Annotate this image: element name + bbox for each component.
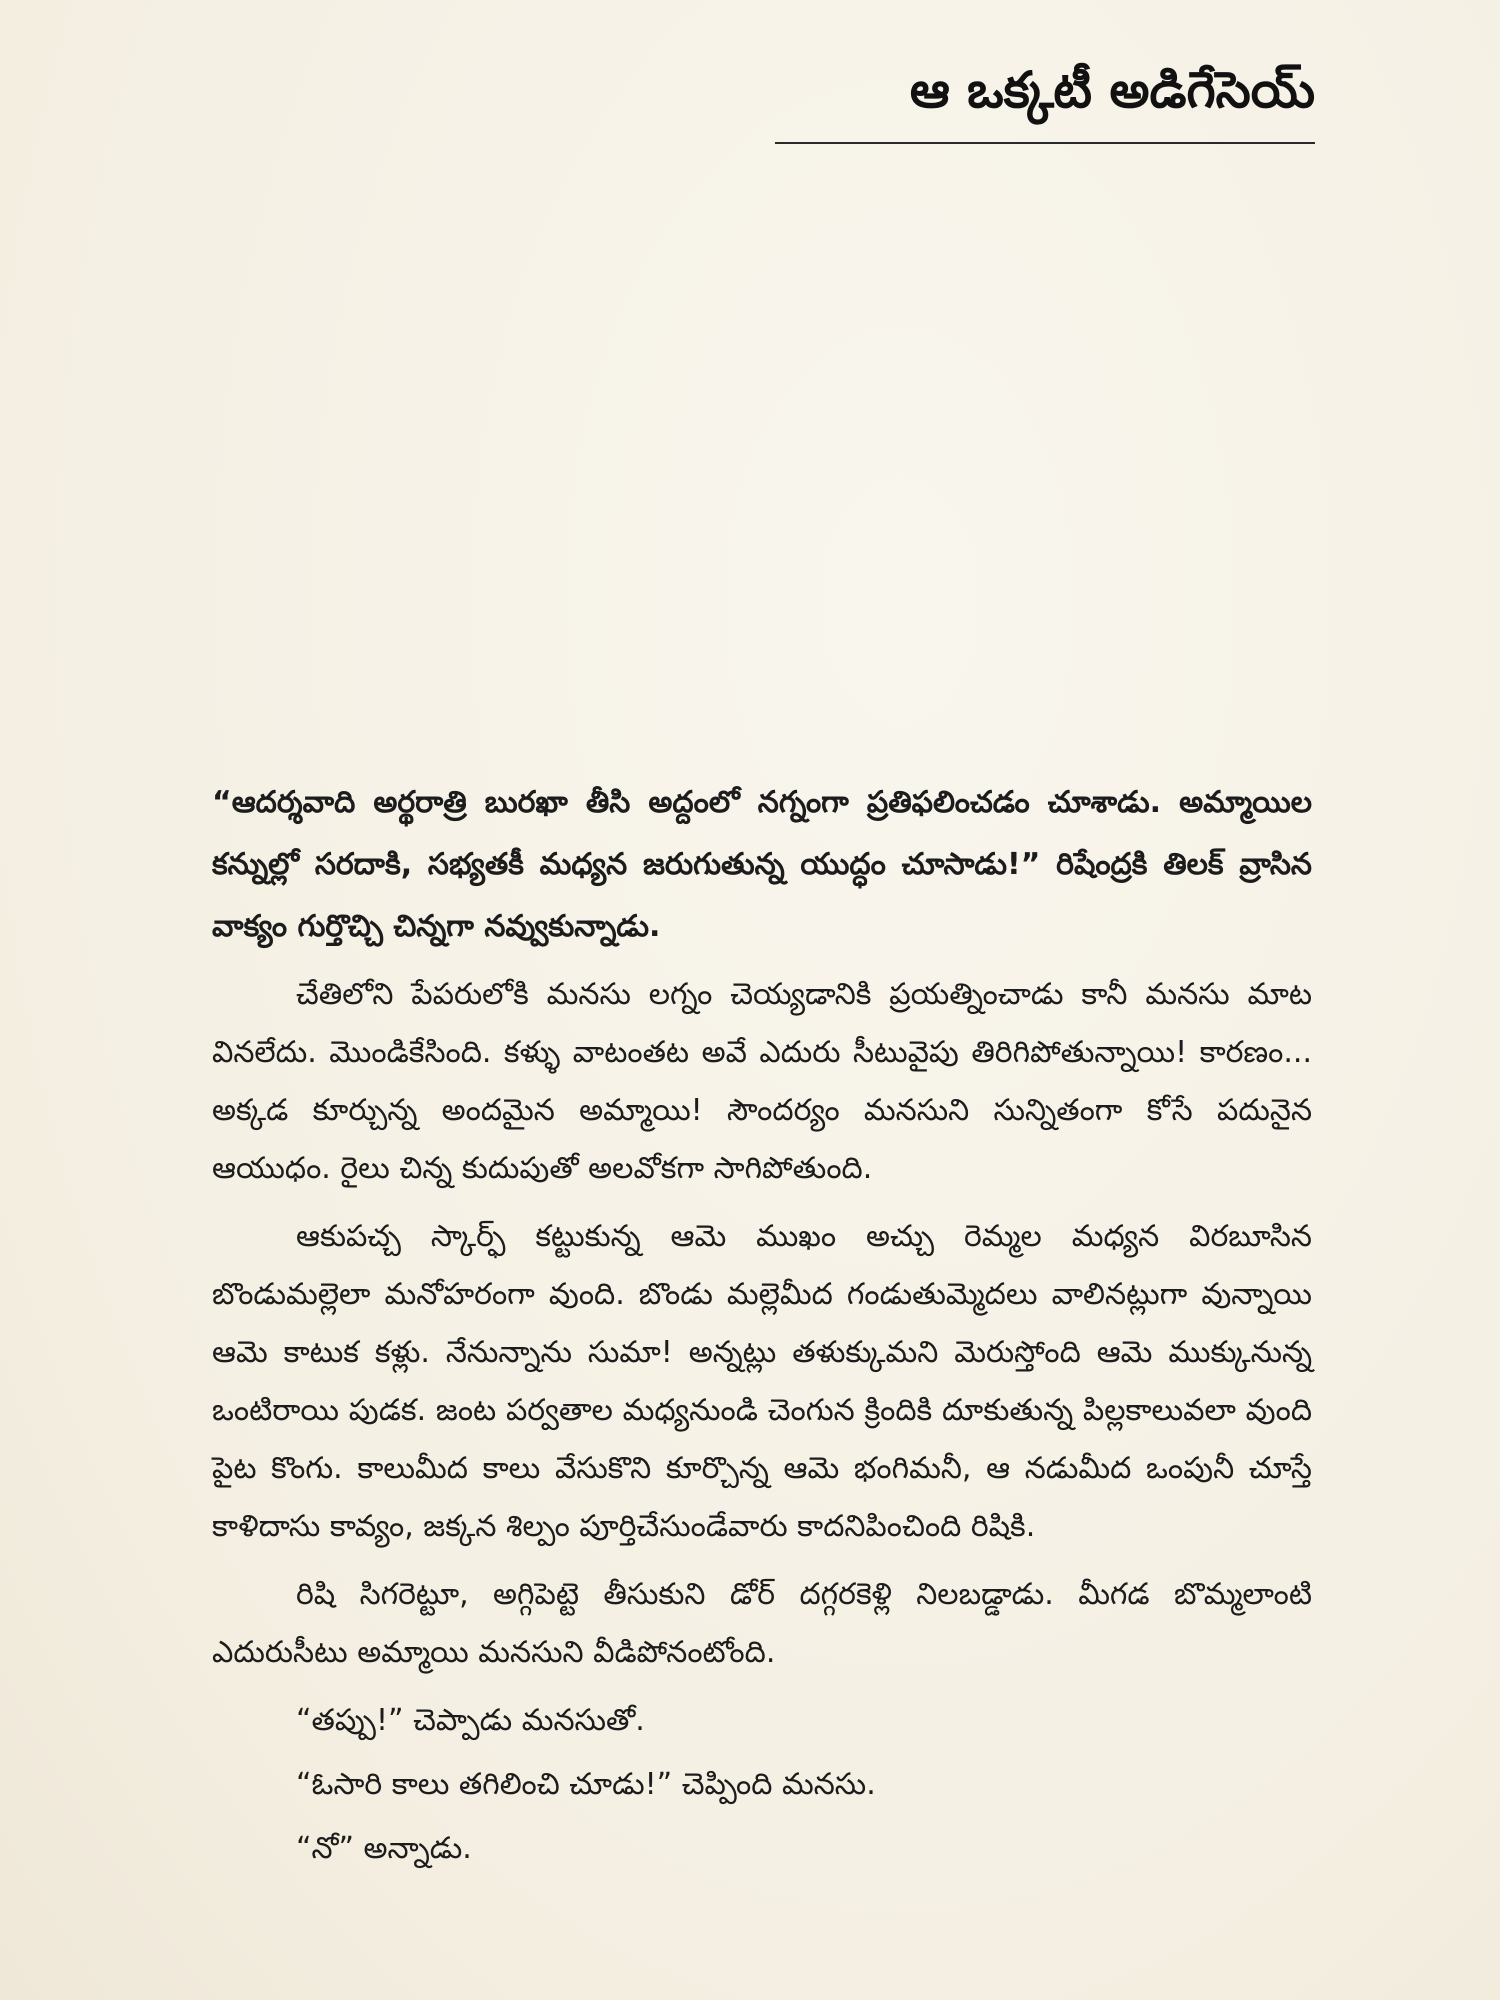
- paragraph-1: చేతిలోని పేపరులోకి మనసు లగ్నం చెయ్యడానికి ప్రయత్నించాడు కానీ మనసు మాట వినలేదు. మొండికేసింది. కళ్ళు వాటంతట అవే ఎదురు సీటువైపు తిరిగిపోతున్నాయి! కారణం... అక్కడ కూర్చున్న అందమైన అమ్మాయి! సౌందర్యం మనసుని సున్నితంగా కోసే పదునైన ఆయుధం. రైలు చిన్న కుదుపుతో అలవోకగా సాగిపోతుంది.: [212, 977, 1312, 1186]
- dialog-line-1: “తప్పు!” చెప్పాడు మనసుతో.: [296, 1703, 645, 1738]
- chapter-header: [775, 50, 1315, 144]
- paragraph-2: ఆకుపచ్చ స్కార్ఫ్ కట్టుకున్న ఆమె ముఖం అచ్చు రెమ్మల మధ్యన విరబూసిన బొండుమల్లెలా మనోహరంగా వుంది. బొండు మల్లెమీద గండుతుమ్మెదలు వాలినట్లుగా వున్నాయి ఆమె కాటుక కళ్లు. నేనున్నాను సుమా! అన్నట్లు తళుక్కుమని మెరుస్తోంది ఆమె ముక్కునున్న ఒంటిరాయి పుడక. జంట పర్వతాల మధ్యనుండి చెంగున క్రిందికి దూకుతున్న పిల్లకాలువలా వుంది పైట కొంగు. కాలుమీద కాలు వేసుకొని కూర్చొన్న ఆమె భంగిమనీ, ఆ నడుమీద ఒంపునీ చూస్తే కాళిదాసు కావ్యం, జక్కన శిల్పం పూర్తిచేసుండేవారు కాదనిపించింది రిషికి.: [212, 1219, 1312, 1544]
- opening-quote: “ఆదర్శవాది అర్థరాత్రి బురఖా తీసి అద్దంలో నగ్నంగా ప్రతిఫలించడం చూశాడు. అమ్మాయిల కన్నుల్లో సరదాకి, సభ్యతకీ మధ్యన జరుగుతున్న యుద్ధం చూసాడు!” రిషేంద్రకి తిలక్ వ్రాసిన వాక్యం గుర్తొచ్చి చిన్నగా నవ్వుకున్నాడు.: [212, 785, 1312, 944]
- title-underline: [775, 142, 1315, 144]
- chapter-body: [212, 772, 1312, 1884]
- paragraph-3: రిషి సిగరెట్టూ, అగ్గిపెట్టె తీసుకుని డోర్ దగ్గరకెళ్లి నిలబడ్డాడు. మీగడ బొమ్మలాంటి ఎదురుసీటు అమ్మాయి మనసుని వీడిపోనంటోంది.: [212, 1577, 1312, 1670]
- chapter-title: ఆ ఒక్కటీ అడిగేసెయ్: [909, 61, 1315, 119]
- dialog-line-2: “ఓసారి కాలు తగిలించి చూడు!” చెప్పింది మనసు.: [296, 1767, 876, 1802]
- dialog-line-3: “నో” అన్నాడు.: [296, 1831, 472, 1866]
